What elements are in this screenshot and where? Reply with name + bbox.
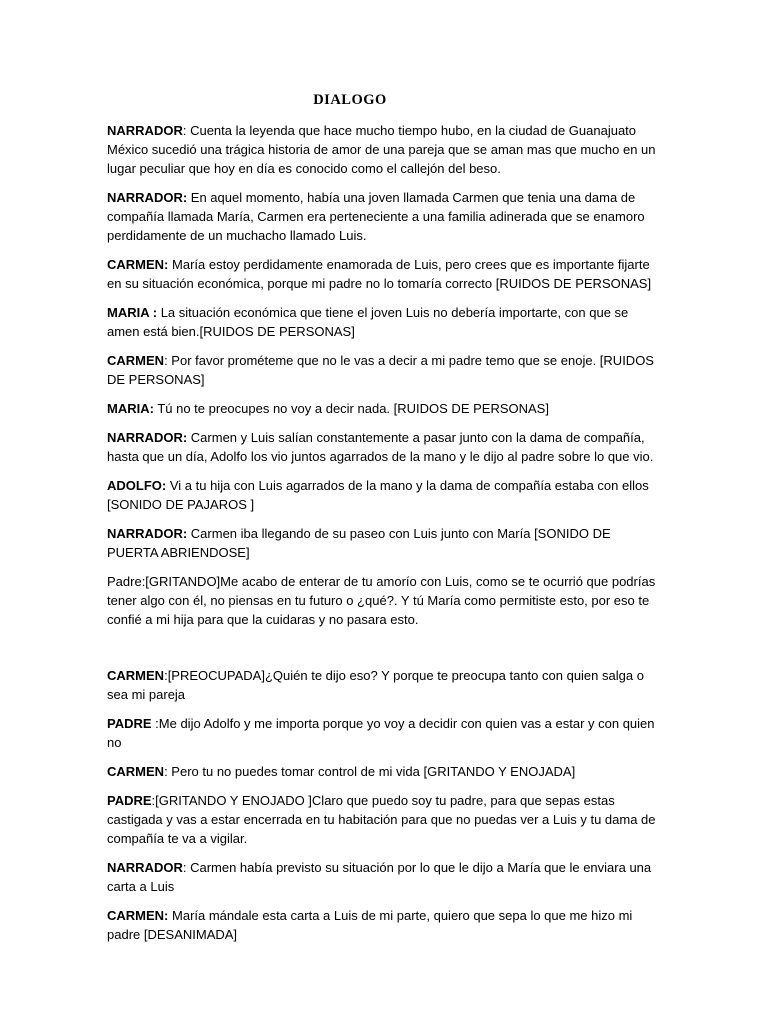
dialogue-paragraph <box>107 791 662 848</box>
document-title: DIALOGO <box>313 92 387 108</box>
dialogue-text: Carmen había previsto su situación por lo que le dijo a María que le enviara una carta a Luis <box>107 860 652 894</box>
separator: : <box>182 860 191 875</box>
speaker-label: NARRADOR <box>107 860 183 875</box>
separator: : <box>151 793 156 808</box>
dialogue-paragraph <box>107 572 662 629</box>
speaker-label: MARIA : <box>107 305 158 320</box>
dialogue-text: En aquel momento, había una joven llamada Carmen que tenia una dama de compañía llamada María, Carmen era perteneciente a una familia adinerada que se enamoro perdidamente de un muchacho llamado Luis. <box>107 190 645 243</box>
dialogue-paragraph <box>107 858 662 896</box>
speaker-label: PADRE <box>107 793 152 808</box>
dialogue-paragraph <box>107 714 662 752</box>
separator: : <box>151 716 159 731</box>
dialogue-text: La situación económica que tiene el joven Luis no debería importarte, con que se amen está bien.[RUIDOS DE PERSONAS] <box>107 305 629 339</box>
dialogue-paragraph <box>107 399 662 418</box>
separator: : <box>182 123 191 138</box>
dialogue-text: Por favor prométeme que no le vas a decir a mi padre temo que se enoje. [RUIDOS DE PERSONAS] <box>107 353 654 387</box>
speaker-label: NARRADOR <box>107 123 183 138</box>
speaker-label: PADRE <box>107 716 152 731</box>
separator: : <box>164 764 172 779</box>
speaker-label: ADOLFO: <box>107 478 167 493</box>
dialogue-text: [GRITANDO Y ENOJADO ]Claro que puedo soy tu padre, para que sepas estas castigada y vas a estar encerrada en tu habitación para que no puedas ver a Luis y tu dama de compañía te va a vigilar. <box>107 793 656 846</box>
dialogue-paragraph <box>107 762 662 781</box>
dialogue-paragraph <box>107 906 662 944</box>
dialogue-text: Cuenta la leyenda que hace mucho tiempo hubo, en la ciudad de Guanajuato México sucedió una trágica historia de amor de una pareja que se aman mas que mucho en un lugar peculiar que hoy en día es conocido como el callejón del beso. <box>107 123 656 176</box>
dialogue-text: Me dijo Adolfo y me importa porque yo voy a decidir con quien vas a estar y con quien no <box>107 716 655 750</box>
dialogue-text: Carmen iba llegando de su paseo con Luis junto con María [SONIDO DE PUERTA ABRIENDOSE] <box>107 526 611 560</box>
speaker-label: NARRADOR: <box>107 190 188 205</box>
speaker-label: CARMEN <box>107 764 165 779</box>
separator: : <box>164 668 168 683</box>
dialogue-paragraph <box>107 188 662 245</box>
dialogue-body <box>107 121 662 954</box>
dialogue-text: [PREOCUPADA]¿Quién te dijo eso? Y porque te preocupa tanto con quien salga o sea mi pareja <box>107 668 644 702</box>
dialogue-paragraph <box>107 351 662 389</box>
speaker-label: MARIA: <box>107 401 154 416</box>
speaker-label: NARRADOR: <box>107 526 188 541</box>
dialogue-text: Carmen y Luis salían constantemente a pasar junto con la dama de compañía, hasta que un día, Adolfo los vio juntos agarrados de la mano y le dijo al padre sobre lo que vio. <box>107 430 654 464</box>
speaker-label: CARMEN: <box>107 908 169 923</box>
dialogue-text: María estoy perdidamente enamorada de Luis, pero crees que es importante fijarte en su situación económica, porque mi padre no lo tomaría correcto [RUIDOS DE PERSONAS] <box>107 257 652 291</box>
dialogue-paragraph <box>107 303 662 341</box>
separator: : <box>164 353 172 368</box>
dialogue-text: Vi a tu hija con Luis agarrados de la mano y la dama de compañía estaba con ellos [SONIDO DE PAJAROS ] <box>107 478 649 512</box>
speaker-label: NARRADOR: <box>107 430 188 445</box>
dialogue-paragraph <box>107 428 662 466</box>
dialogue-text: Padre:[GRITANDO]Me acabo de enterar de tu amorío con Luis, como se te ocurrió que podrías tener algo con él, no piensas en tu futuro o ¿qué?. Y tú María como permitiste esto, por eso te confié a mi hija para que la cuidaras y no pasara esto. <box>107 574 656 627</box>
dialogue-paragraph <box>107 255 662 293</box>
dialogue-text: Pero tu no puedes tomar control de mi vida [GRITANDO Y ENOJADA] <box>171 764 576 779</box>
dialogue-paragraph <box>107 476 662 514</box>
dialogue-paragraph <box>107 121 662 178</box>
speaker-label: CARMEN <box>107 353 165 368</box>
speaker-label: CARMEN <box>107 668 165 683</box>
dialogue-paragraph <box>107 524 662 562</box>
dialogue-text: Tú no te preocupes no voy a decir nada. [RUIDOS DE PERSONAS] <box>157 401 549 416</box>
speaker-label: CARMEN: <box>107 257 169 272</box>
dialogue-paragraph <box>107 666 662 704</box>
dialogue-text: María mándale esta carta a Luis de mi parte, quiero que sepa lo que me hizo mi padre [DESANIMADA] <box>107 908 633 942</box>
